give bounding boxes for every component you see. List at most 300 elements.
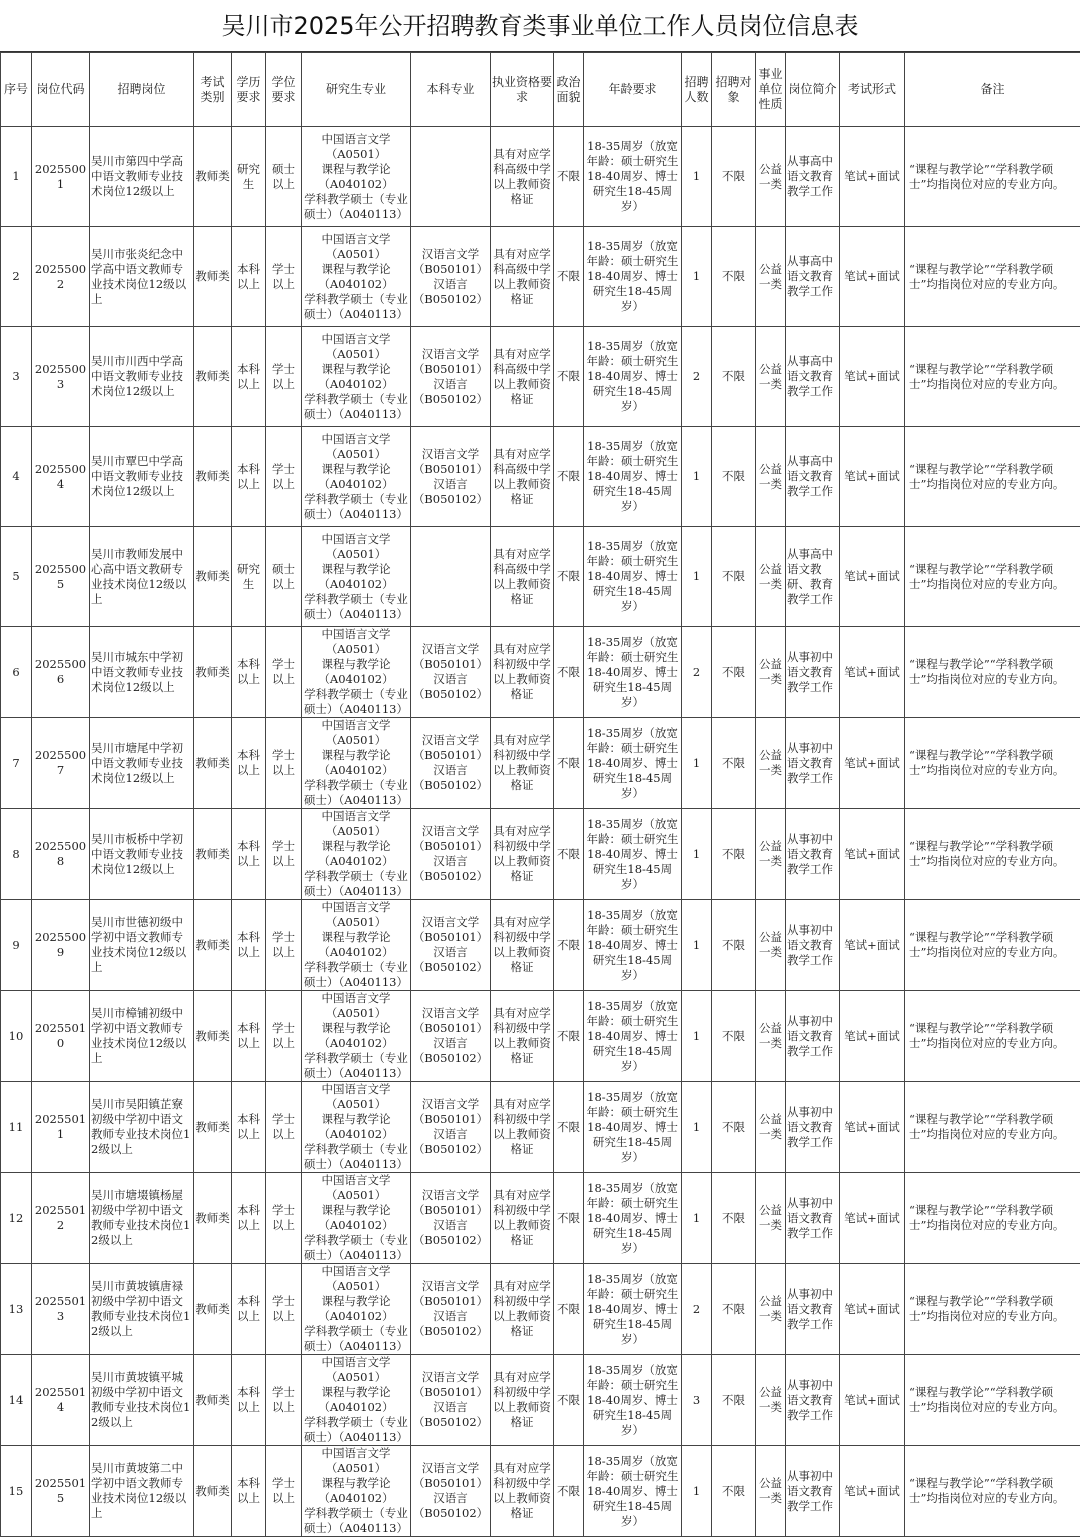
graduate-major-line: 学科教学硕士（专业硕士）（A040113） bbox=[303, 192, 409, 222]
graduate-major-line: 中国语言文学 bbox=[303, 1264, 409, 1279]
degree-requirement-cell: 学士以上 bbox=[266, 1264, 302, 1355]
undergraduate-major-line: （B050102） bbox=[412, 292, 489, 307]
graduate-major-line: （A0501） bbox=[303, 347, 409, 362]
unit-nature-cell: 公益一类 bbox=[756, 718, 786, 809]
table-row bbox=[1, 227, 1080, 327]
exam-category-cell: 教师类 bbox=[194, 718, 232, 809]
undergraduate-major-line: （B050101） bbox=[412, 930, 489, 945]
graduate-major-line: 学科教学硕士（专业硕士）（A040113） bbox=[303, 1051, 409, 1081]
undergraduate-major-line: （B050101） bbox=[412, 1385, 489, 1400]
education-requirement-cell: 本科以上 bbox=[232, 227, 266, 327]
graduate-major-line: 中国语言文学 bbox=[303, 991, 409, 1006]
undergraduate-major-line: （B050102） bbox=[412, 1415, 489, 1430]
undergraduate-major-cell bbox=[411, 1446, 491, 1537]
hiring-target-cell: 不限 bbox=[712, 627, 756, 718]
exam-category-cell: 教师类 bbox=[194, 809, 232, 900]
education-requirement-cell: 本科以上 bbox=[232, 1173, 266, 1264]
post-code-cell: 20255013 bbox=[32, 1264, 90, 1355]
graduate-major-line: （A0501） bbox=[303, 447, 409, 462]
remarks-cell: “课程与教学论”“学科教学硕士”均指岗位对应的专业方向。 bbox=[905, 718, 1080, 809]
table-row bbox=[1, 427, 1080, 527]
hiring-count-cell: 1 bbox=[682, 809, 712, 900]
graduate-major-line: （A040102） bbox=[303, 377, 409, 392]
degree-requirement-cell: 学士以上 bbox=[266, 718, 302, 809]
graduate-major-line: 课程与教学论 bbox=[303, 1203, 409, 1218]
post-code-cell: 20255008 bbox=[32, 809, 90, 900]
post-intro-cell: 从事初中语文教育教学工作 bbox=[786, 1173, 840, 1264]
undergraduate-major-cell bbox=[411, 718, 491, 809]
undergraduate-major-line: 汉语言文学 bbox=[412, 1097, 489, 1112]
undergraduate-major-line: （B050101） bbox=[412, 1294, 489, 1309]
graduate-major-line: （A040102） bbox=[303, 945, 409, 960]
post-code-cell: 20255005 bbox=[32, 527, 90, 627]
undergraduate-major-line: 汉语言 bbox=[412, 1218, 489, 1233]
row-number-cell: 15 bbox=[1, 1446, 32, 1537]
undergraduate-major-line: 汉语言文学 bbox=[412, 1461, 489, 1476]
post-name-cell: 吴川市第四中学高中语文教师专业技术岗位12级以上 bbox=[90, 127, 194, 227]
graduate-major-line: 学科教学硕士（专业硕士）（A040113） bbox=[303, 592, 409, 622]
undergraduate-major-line: 汉语言文学 bbox=[412, 915, 489, 930]
graduate-major-line: 中国语言文学 bbox=[303, 627, 409, 642]
post-name-cell: 吴川市塘㙍镇杨屋初级中学初中语文教师专业技术岗位12级以上 bbox=[90, 1173, 194, 1264]
post-name-cell: 吴川市吴阳镇芷寮初级中学初中语文教师专业技术岗位12级以上 bbox=[90, 1082, 194, 1173]
undergraduate-major-line: 汉语言 bbox=[412, 1127, 489, 1142]
table-row bbox=[1, 1173, 1080, 1264]
column-header: 招聘对象 bbox=[712, 53, 756, 127]
exam-category-cell: 教师类 bbox=[194, 627, 232, 718]
hiring-target-cell: 不限 bbox=[712, 1355, 756, 1446]
column-header: 序号 bbox=[1, 53, 32, 127]
post-intro-cell: 从事初中语文教育教学工作 bbox=[786, 809, 840, 900]
post-intro-cell: 从事初中语文教育教学工作 bbox=[786, 900, 840, 991]
graduate-major-line: （A0501） bbox=[303, 1097, 409, 1112]
graduate-major-cell bbox=[302, 627, 411, 718]
row-number-cell: 14 bbox=[1, 1355, 32, 1446]
hiring-target-cell: 不限 bbox=[712, 900, 756, 991]
unit-nature-cell: 公益一类 bbox=[756, 1082, 786, 1173]
hiring-count-cell: 1 bbox=[682, 1082, 712, 1173]
unit-nature-cell: 公益一类 bbox=[756, 1173, 786, 1264]
exam-format-cell: 笔试+面试 bbox=[840, 227, 905, 327]
graduate-major-line: （A040102） bbox=[303, 672, 409, 687]
undergraduate-major-line: （B050102） bbox=[412, 960, 489, 975]
hiring-count-cell: 1 bbox=[682, 991, 712, 1082]
post-name-cell: 吴川市覃巴中学高中语文教师专业技术岗位12级以上 bbox=[90, 427, 194, 527]
undergraduate-major-line: （B050102） bbox=[412, 1051, 489, 1066]
graduate-major-line: （A0501） bbox=[303, 547, 409, 562]
undergraduate-major-line: 汉语言 bbox=[412, 277, 489, 292]
post-intro-cell: 从事初中语文教育教学工作 bbox=[786, 718, 840, 809]
row-number-cell: 10 bbox=[1, 991, 32, 1082]
graduate-major-line: 中国语言文学 bbox=[303, 900, 409, 915]
graduate-major-line: 学科教学硕士（专业硕士）（A040113） bbox=[303, 292, 409, 322]
age-requirement-cell: 18-35周岁（放宽年龄：硕士研究生18-40周岁、博士研究生18-45周岁） bbox=[584, 627, 682, 718]
post-code-cell: 20255009 bbox=[32, 900, 90, 991]
degree-requirement-cell: 学士以上 bbox=[266, 1446, 302, 1537]
unit-nature-cell: 公益一类 bbox=[756, 1355, 786, 1446]
undergraduate-major-line: 汉语言文学 bbox=[412, 824, 489, 839]
hiring-count-cell: 1 bbox=[682, 227, 712, 327]
table-row bbox=[1, 1082, 1080, 1173]
column-header: 执业资格要求 bbox=[491, 53, 554, 127]
exam-category-cell: 教师类 bbox=[194, 1173, 232, 1264]
undergraduate-major-line: 汉语言文学 bbox=[412, 733, 489, 748]
undergraduate-major-cell bbox=[411, 1355, 491, 1446]
age-requirement-cell: 18-35周岁（放宽年龄：硕士研究生18-40周岁、博士研究生18-45周岁） bbox=[584, 809, 682, 900]
remarks-cell: “课程与教学论”“学科教学硕士”均指岗位对应的专业方向。 bbox=[905, 809, 1080, 900]
graduate-major-line: （A040102） bbox=[303, 1127, 409, 1142]
education-requirement-cell: 本科以上 bbox=[232, 718, 266, 809]
remarks-cell: “课程与教学论”“学科教学硕士”均指岗位对应的专业方向。 bbox=[905, 991, 1080, 1082]
undergraduate-major-line: （B050101） bbox=[412, 262, 489, 277]
hiring-count-cell: 2 bbox=[682, 627, 712, 718]
age-requirement-cell: 18-35周岁（放宽年龄：硕士研究生18-40周岁、博士研究生18-45周岁） bbox=[584, 327, 682, 427]
unit-nature-cell: 公益一类 bbox=[756, 900, 786, 991]
table-row bbox=[1, 809, 1080, 900]
graduate-major-line: 学科教学硕士（专业硕士）（A040113） bbox=[303, 1506, 409, 1536]
unit-nature-cell: 公益一类 bbox=[756, 127, 786, 227]
undergraduate-major-line: （B050101） bbox=[412, 748, 489, 763]
page-title: 吴川市2025年公开招聘教育类事业单位工作人员岗位信息表 bbox=[0, 0, 1080, 52]
graduate-major-line: （A040102） bbox=[303, 1036, 409, 1051]
undergraduate-major-line: （B050101） bbox=[412, 362, 489, 377]
graduate-major-cell bbox=[302, 1355, 411, 1446]
graduate-major-line: （A040102） bbox=[303, 763, 409, 778]
row-number-cell: 1 bbox=[1, 127, 32, 227]
exam-format-cell: 笔试+面试 bbox=[840, 1264, 905, 1355]
graduate-major-line: （A040102） bbox=[303, 177, 409, 192]
column-header: 考试类别 bbox=[194, 53, 232, 127]
post-code-cell: 20255011 bbox=[32, 1082, 90, 1173]
undergraduate-major-line: （B050102） bbox=[412, 1506, 489, 1521]
graduate-major-line: 课程与教学论 bbox=[303, 657, 409, 672]
graduate-major-line: （A040102） bbox=[303, 277, 409, 292]
graduate-major-line: （A040102） bbox=[303, 1400, 409, 1415]
graduate-major-line: 课程与教学论 bbox=[303, 930, 409, 945]
row-number-cell: 11 bbox=[1, 1082, 32, 1173]
hiring-count-cell: 1 bbox=[682, 127, 712, 227]
exam-format-cell: 笔试+面试 bbox=[840, 991, 905, 1082]
graduate-major-line: （A040102） bbox=[303, 1491, 409, 1506]
hiring-count-cell: 2 bbox=[682, 327, 712, 427]
exam-format-cell: 笔试+面试 bbox=[840, 1173, 905, 1264]
hiring-target-cell: 不限 bbox=[712, 718, 756, 809]
post-code-cell: 20255007 bbox=[32, 718, 90, 809]
undergraduate-major-line: 汉语言文学 bbox=[412, 347, 489, 362]
remarks-cell: “课程与教学论”“学科教学硕士”均指岗位对应的专业方向。 bbox=[905, 227, 1080, 327]
undergraduate-major-line: （B050101） bbox=[412, 839, 489, 854]
remarks-cell: “课程与教学论”“学科教学硕士”均指岗位对应的专业方向。 bbox=[905, 627, 1080, 718]
column-header: 研究生专业 bbox=[302, 53, 411, 127]
post-intro-cell: 从事初中语文教育教学工作 bbox=[786, 1446, 840, 1537]
age-requirement-cell: 18-35周岁（放宽年龄：硕士研究生18-40周岁、博士研究生18-45周岁） bbox=[584, 427, 682, 527]
remarks-cell: “课程与教学论”“学科教学硕士”均指岗位对应的专业方向。 bbox=[905, 1355, 1080, 1446]
graduate-major-cell bbox=[302, 809, 411, 900]
age-requirement-cell: 18-35周岁（放宽年龄：硕士研究生18-40周岁、博士研究生18-45周岁） bbox=[584, 1355, 682, 1446]
hiring-target-cell: 不限 bbox=[712, 427, 756, 527]
remarks-cell: “课程与教学论”“学科教学硕士”均指岗位对应的专业方向。 bbox=[905, 527, 1080, 627]
table-row bbox=[1, 1446, 1080, 1537]
undergraduate-major-line: 汉语言 bbox=[412, 1036, 489, 1051]
education-requirement-cell: 本科以上 bbox=[232, 1355, 266, 1446]
graduate-major-line: 中国语言文学 bbox=[303, 1082, 409, 1097]
graduate-major-line: 中国语言文学 bbox=[303, 1173, 409, 1188]
graduate-major-line: 课程与教学论 bbox=[303, 1112, 409, 1127]
political-status-cell: 不限 bbox=[554, 991, 584, 1082]
exam-category-cell: 教师类 bbox=[194, 991, 232, 1082]
row-number-cell: 4 bbox=[1, 427, 32, 527]
post-code-cell: 20255014 bbox=[32, 1355, 90, 1446]
political-status-cell: 不限 bbox=[554, 1082, 584, 1173]
undergraduate-major-line: 汉语言文学 bbox=[412, 247, 489, 262]
education-requirement-cell: 本科以上 bbox=[232, 427, 266, 527]
undergraduate-major-line: 汉语言文学 bbox=[412, 642, 489, 657]
undergraduate-major-cell bbox=[411, 427, 491, 527]
exam-category-cell: 教师类 bbox=[194, 527, 232, 627]
age-requirement-cell: 18-35周岁（放宽年龄：硕士研究生18-40周岁、博士研究生18-45周岁） bbox=[584, 1264, 682, 1355]
graduate-major-line: 学科教学硕士（专业硕士）（A040113） bbox=[303, 492, 409, 522]
post-code-cell: 20255012 bbox=[32, 1173, 90, 1264]
undergraduate-major-line: 汉语言 bbox=[412, 763, 489, 778]
post-name-cell: 吴川市樟铺初级中学初中语文教师专业技术岗位12级以上 bbox=[90, 991, 194, 1082]
post-code-cell: 20255010 bbox=[32, 991, 90, 1082]
post-intro-cell: 从事初中语文教育教学工作 bbox=[786, 627, 840, 718]
political-status-cell: 不限 bbox=[554, 1264, 584, 1355]
undergraduate-major-line: （B050102） bbox=[412, 1324, 489, 1339]
post-code-cell: 20255004 bbox=[32, 427, 90, 527]
political-status-cell: 不限 bbox=[554, 527, 584, 627]
graduate-major-line: （A0501） bbox=[303, 1006, 409, 1021]
table-row bbox=[1, 627, 1080, 718]
column-header: 学位要求 bbox=[266, 53, 302, 127]
post-name-cell: 吴川市黄坡第二中学初中语文教师专业技术岗位12级以上 bbox=[90, 1446, 194, 1537]
political-status-cell: 不限 bbox=[554, 327, 584, 427]
post-name-cell: 吴川市川西中学高中语文教师专业技术岗位12级以上 bbox=[90, 327, 194, 427]
undergraduate-major-cell bbox=[411, 1082, 491, 1173]
graduate-major-line: （A0501） bbox=[303, 1370, 409, 1385]
exam-format-cell: 笔试+面试 bbox=[840, 718, 905, 809]
qualification-requirement-cell: 具有对应学科初级中学以上教师资格证 bbox=[491, 900, 554, 991]
education-requirement-cell: 本科以上 bbox=[232, 327, 266, 427]
column-header: 备注 bbox=[905, 53, 1080, 127]
hiring-target-cell: 不限 bbox=[712, 1173, 756, 1264]
undergraduate-major-line: （B050102） bbox=[412, 1233, 489, 1248]
exam-category-cell: 教师类 bbox=[194, 1082, 232, 1173]
undergraduate-major-cell bbox=[411, 227, 491, 327]
graduate-major-cell bbox=[302, 327, 411, 427]
post-name-cell: 吴川市板桥中学初中语文教师专业技术岗位12级以上 bbox=[90, 809, 194, 900]
qualification-requirement-cell: 具有对应学科初级中学以上教师资格证 bbox=[491, 627, 554, 718]
degree-requirement-cell: 硕士以上 bbox=[266, 527, 302, 627]
graduate-major-cell bbox=[302, 1446, 411, 1537]
hiring-target-cell: 不限 bbox=[712, 1446, 756, 1537]
graduate-major-line: 学科教学硕士（专业硕士）（A040113） bbox=[303, 1142, 409, 1172]
table-row bbox=[1, 900, 1080, 991]
exam-category-cell: 教师类 bbox=[194, 327, 232, 427]
post-name-cell: 吴川市黄坡镇唐禄初级中学初中语文教师专业技术岗位12级以上 bbox=[90, 1264, 194, 1355]
undergraduate-major-cell bbox=[411, 527, 491, 627]
hiring-count-cell: 1 bbox=[682, 527, 712, 627]
political-status-cell: 不限 bbox=[554, 227, 584, 327]
graduate-major-cell bbox=[302, 127, 411, 227]
qualification-requirement-cell: 具有对应学科高级中学以上教师资格证 bbox=[491, 327, 554, 427]
hiring-count-cell: 1 bbox=[682, 718, 712, 809]
qualification-requirement-cell: 具有对应学科初级中学以上教师资格证 bbox=[491, 809, 554, 900]
remarks-cell: “课程与教学论”“学科教学硕士”均指岗位对应的专业方向。 bbox=[905, 1082, 1080, 1173]
exam-format-cell: 笔试+面试 bbox=[840, 1446, 905, 1537]
exam-category-cell: 教师类 bbox=[194, 127, 232, 227]
remarks-cell: “课程与教学论”“学科教学硕士”均指岗位对应的专业方向。 bbox=[905, 427, 1080, 527]
graduate-major-line: 学科教学硕士（专业硕士）（A040113） bbox=[303, 1324, 409, 1354]
hiring-target-cell: 不限 bbox=[712, 1264, 756, 1355]
age-requirement-cell: 18-35周岁（放宽年龄：硕士研究生18-40周岁、博士研究生18-45周岁） bbox=[584, 227, 682, 327]
degree-requirement-cell: 硕士以上 bbox=[266, 127, 302, 227]
qualification-requirement-cell: 具有对应学科初级中学以上教师资格证 bbox=[491, 1173, 554, 1264]
exam-category-cell: 教师类 bbox=[194, 900, 232, 991]
hiring-target-cell: 不限 bbox=[712, 809, 756, 900]
hiring-target-cell: 不限 bbox=[712, 527, 756, 627]
table-body bbox=[1, 127, 1080, 1537]
degree-requirement-cell: 学士以上 bbox=[266, 809, 302, 900]
exam-category-cell: 教师类 bbox=[194, 227, 232, 327]
column-header: 岗位简介 bbox=[786, 53, 840, 127]
graduate-major-line: 课程与教学论 bbox=[303, 748, 409, 763]
row-number-cell: 7 bbox=[1, 718, 32, 809]
unit-nature-cell: 公益一类 bbox=[756, 527, 786, 627]
post-intro-cell: 从事高中语文教育教学工作 bbox=[786, 227, 840, 327]
post-code-cell: 20255002 bbox=[32, 227, 90, 327]
education-requirement-cell: 本科以上 bbox=[232, 627, 266, 718]
hiring-target-cell: 不限 bbox=[712, 991, 756, 1082]
graduate-major-line: （A0501） bbox=[303, 1188, 409, 1203]
qualification-requirement-cell: 具有对应学科高级中学以上教师资格证 bbox=[491, 527, 554, 627]
graduate-major-cell bbox=[302, 718, 411, 809]
unit-nature-cell: 公益一类 bbox=[756, 991, 786, 1082]
exam-format-cell: 笔试+面试 bbox=[840, 127, 905, 227]
unit-nature-cell: 公益一类 bbox=[756, 227, 786, 327]
post-name-cell: 吴川市张炎纪念中学高中语文教师专业技术岗位12级以上 bbox=[90, 227, 194, 327]
row-number-cell: 5 bbox=[1, 527, 32, 627]
undergraduate-major-line: （B050102） bbox=[412, 778, 489, 793]
age-requirement-cell: 18-35周岁（放宽年龄：硕士研究生18-40周岁、博士研究生18-45周岁） bbox=[584, 1082, 682, 1173]
undergraduate-major-line: 汉语言文学 bbox=[412, 1370, 489, 1385]
post-intro-cell: 从事高中语文教育教学工作 bbox=[786, 127, 840, 227]
undergraduate-major-line: （B050102） bbox=[412, 392, 489, 407]
post-name-cell: 吴川市世德初级中学初中语文教师专业技术岗位12级以上 bbox=[90, 900, 194, 991]
hiring-count-cell: 1 bbox=[682, 427, 712, 527]
graduate-major-line: （A0501） bbox=[303, 147, 409, 162]
column-header: 本科专业 bbox=[411, 53, 491, 127]
undergraduate-major-line: 汉语言 bbox=[412, 477, 489, 492]
graduate-major-line: 学科教学硕士（专业硕士）（A040113） bbox=[303, 869, 409, 899]
table-row bbox=[1, 718, 1080, 809]
degree-requirement-cell: 学士以上 bbox=[266, 1173, 302, 1264]
graduate-major-line: 中国语言文学 bbox=[303, 1446, 409, 1461]
undergraduate-major-line: 汉语言 bbox=[412, 854, 489, 869]
post-name-cell: 吴川市城东中学初中语文教师专业技术岗位12级以上 bbox=[90, 627, 194, 718]
qualification-requirement-cell: 具有对应学科高级中学以上教师资格证 bbox=[491, 427, 554, 527]
graduate-major-cell bbox=[302, 991, 411, 1082]
age-requirement-cell: 18-35周岁（放宽年龄：硕士研究生18-40周岁、博士研究生18-45周岁） bbox=[584, 127, 682, 227]
remarks-cell: “课程与教学论”“学科教学硕士”均指岗位对应的专业方向。 bbox=[905, 1446, 1080, 1537]
undergraduate-major-line: （B050101） bbox=[412, 462, 489, 477]
age-requirement-cell: 18-35周岁（放宽年龄：硕士研究生18-40周岁、博士研究生18-45周岁） bbox=[584, 991, 682, 1082]
post-intro-cell: 从事高中语文教育教学工作 bbox=[786, 427, 840, 527]
remarks-cell: “课程与教学论”“学科教学硕士”均指岗位对应的专业方向。 bbox=[905, 327, 1080, 427]
post-intro-cell: 从事初中语文教育教学工作 bbox=[786, 1082, 840, 1173]
graduate-major-line: 中国语言文学 bbox=[303, 332, 409, 347]
graduate-major-line: 学科教学硕士（专业硕士）（A040113） bbox=[303, 778, 409, 808]
row-number-cell: 12 bbox=[1, 1173, 32, 1264]
undergraduate-major-line: 汉语言 bbox=[412, 672, 489, 687]
exam-category-cell: 教师类 bbox=[194, 1264, 232, 1355]
education-requirement-cell: 本科以上 bbox=[232, 809, 266, 900]
graduate-major-line: 学科教学硕士（专业硕士）（A040113） bbox=[303, 687, 409, 717]
graduate-major-line: （A040102） bbox=[303, 1218, 409, 1233]
table-row bbox=[1, 527, 1080, 627]
positions-table bbox=[0, 52, 1080, 1537]
degree-requirement-cell: 学士以上 bbox=[266, 227, 302, 327]
graduate-major-line: 课程与教学论 bbox=[303, 262, 409, 277]
graduate-major-line: 课程与教学论 bbox=[303, 839, 409, 854]
graduate-major-line: 课程与教学论 bbox=[303, 462, 409, 477]
age-requirement-cell: 18-35周岁（放宽年龄：硕士研究生18-40周岁、博士研究生18-45周岁） bbox=[584, 718, 682, 809]
table-header-row bbox=[1, 53, 1080, 127]
graduate-major-line: 课程与教学论 bbox=[303, 362, 409, 377]
remarks-cell: “课程与教学论”“学科教学硕士”均指岗位对应的专业方向。 bbox=[905, 1173, 1080, 1264]
degree-requirement-cell: 学士以上 bbox=[266, 327, 302, 427]
qualification-requirement-cell: 具有对应学科初级中学以上教师资格证 bbox=[491, 1446, 554, 1537]
undergraduate-major-line: （B050101） bbox=[412, 1112, 489, 1127]
remarks-cell: “课程与教学论”“学科教学硕士”均指岗位对应的专业方向。 bbox=[905, 127, 1080, 227]
graduate-major-line: 学科教学硕士（专业硕士）（A040113） bbox=[303, 1415, 409, 1445]
degree-requirement-cell: 学士以上 bbox=[266, 1082, 302, 1173]
exam-format-cell: 笔试+面试 bbox=[840, 627, 905, 718]
graduate-major-line: （A040102） bbox=[303, 1309, 409, 1324]
exam-format-cell: 笔试+面试 bbox=[840, 809, 905, 900]
exam-format-cell: 笔试+面试 bbox=[840, 1082, 905, 1173]
graduate-major-line: 学科教学硕士（专业硕士）（A040113） bbox=[303, 1233, 409, 1263]
unit-nature-cell: 公益一类 bbox=[756, 327, 786, 427]
graduate-major-line: 学科教学硕士（专业硕士）（A040113） bbox=[303, 960, 409, 990]
qualification-requirement-cell: 具有对应学科初级中学以上教师资格证 bbox=[491, 718, 554, 809]
column-header: 学历要求 bbox=[232, 53, 266, 127]
table-row bbox=[1, 127, 1080, 227]
qualification-requirement-cell: 具有对应学科初级中学以上教师资格证 bbox=[491, 1355, 554, 1446]
undergraduate-major-line: （B050101） bbox=[412, 1021, 489, 1036]
age-requirement-cell: 18-35周岁（放宽年龄：硕士研究生18-40周岁、博士研究生18-45周岁） bbox=[584, 527, 682, 627]
graduate-major-line: （A0501） bbox=[303, 247, 409, 262]
degree-requirement-cell: 学士以上 bbox=[266, 627, 302, 718]
degree-requirement-cell: 学士以上 bbox=[266, 900, 302, 991]
qualification-requirement-cell: 具有对应学科初级中学以上教师资格证 bbox=[491, 1264, 554, 1355]
post-code-cell: 20255001 bbox=[32, 127, 90, 227]
undergraduate-major-line: 汉语言 bbox=[412, 945, 489, 960]
undergraduate-major-line: 汉语言文学 bbox=[412, 447, 489, 462]
undergraduate-major-line: （B050102） bbox=[412, 1142, 489, 1157]
post-code-cell: 20255003 bbox=[32, 327, 90, 427]
post-name-cell: 吴川市教师发展中心高中语文教研专业技术岗位12级以上 bbox=[90, 527, 194, 627]
exam-format-cell: 笔试+面试 bbox=[840, 427, 905, 527]
political-status-cell: 不限 bbox=[554, 1173, 584, 1264]
political-status-cell: 不限 bbox=[554, 1446, 584, 1537]
education-requirement-cell: 研究生 bbox=[232, 527, 266, 627]
table-row bbox=[1, 327, 1080, 427]
undergraduate-major-cell bbox=[411, 327, 491, 427]
political-status-cell: 不限 bbox=[554, 127, 584, 227]
graduate-major-line: 中国语言文学 bbox=[303, 809, 409, 824]
age-requirement-cell: 18-35周岁（放宽年龄：硕士研究生18-40周岁、博士研究生18-45周岁） bbox=[584, 1446, 682, 1537]
